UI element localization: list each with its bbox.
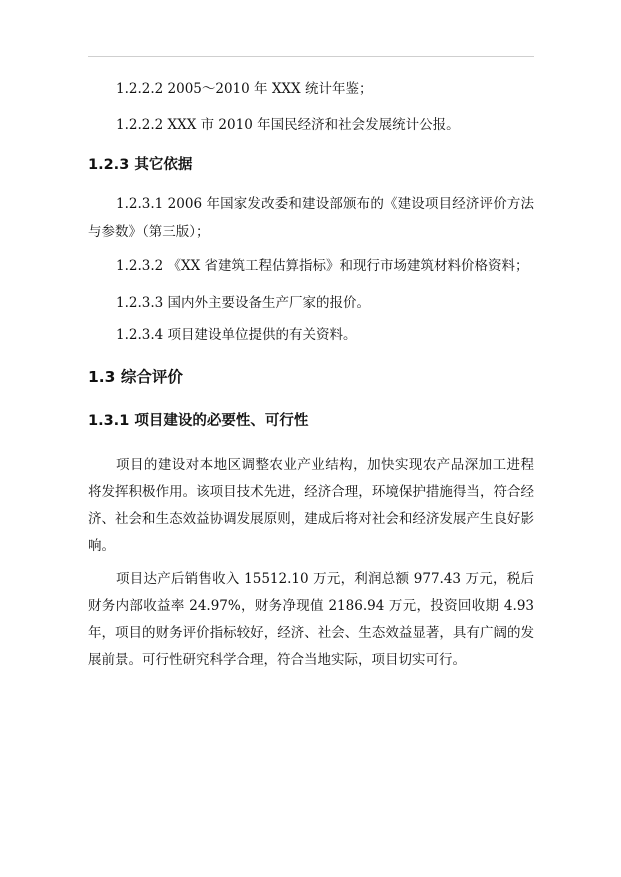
- section-heading: 1.3 综合评价: [88, 368, 183, 386]
- basis-item: 1.2.2.2 XXX 市 2010 年国民经济和社会发展统计公报。: [116, 117, 460, 133]
- basis-item: 1.2.3.1 2006 年国家发改委和建设部颁布的《建设项目经济评价方法与参数》（第三版）；: [88, 196, 534, 240]
- header-rule: [88, 56, 534, 57]
- body-paragraph: 项目达产后销售收入 15512.10 万元，利润总额 977.43 万元，税后财务内部收益率 24.97%，财务净现值 2186.94 万元，投资回收期 4.93 年，项目的财务评价指标较好，经济、社会、生态效益显著，具有广阔的发展前景。可行性研究科学合理，符合当地实际，项目切实可行。: [88, 571, 534, 668]
- body-paragraph: 项目的建设对本地区调整农业产业结构，加快实现农产品深加工进程将发挥积极作用。该项目技术先进，经济合理，环境保护措施得当，符合经济、社会和生态效益协调发展原则，建成后将对社会和经济发展产生良好影响。: [88, 457, 534, 554]
- basis-item: 1.2.3.3 国内外主要设备生产厂家的报价。: [116, 295, 371, 311]
- basis-item: 1.2.3.2 《XX 省建筑工程估算指标》和现行市场建筑材料价格资料；: [116, 258, 529, 274]
- page-content: [88, 75, 534, 674]
- basis-item: 1.2.3.4 项目建设单位提供的有关资料。: [116, 327, 357, 343]
- section-heading: 1.2.3 其它依据: [88, 157, 193, 173]
- section-heading: 1.3.1 项目建设的必要性、可行性: [88, 413, 309, 429]
- basis-item: 1.2.2.2 2005～2010 年 XXX 统计年鉴；: [116, 81, 373, 97]
